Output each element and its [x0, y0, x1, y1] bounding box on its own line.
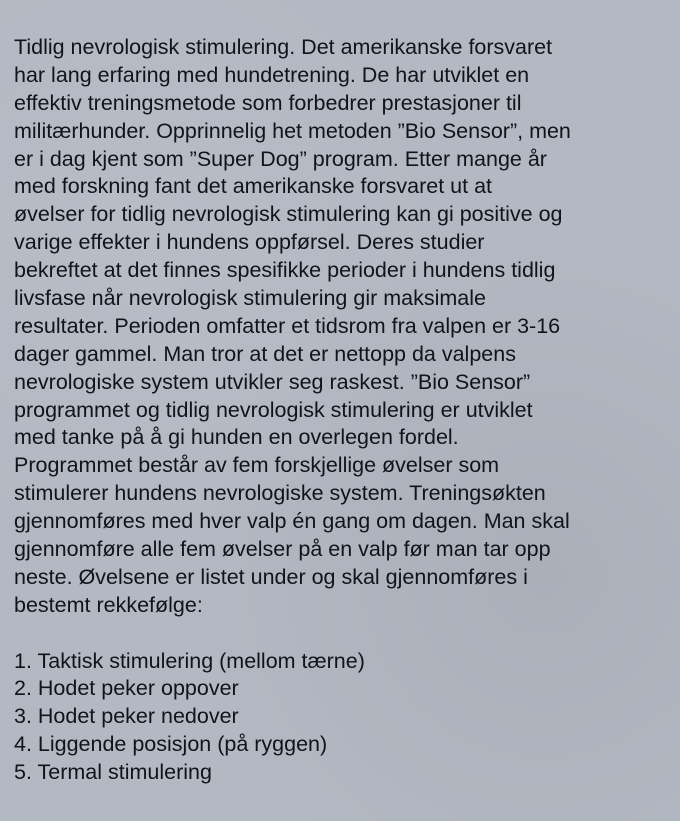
paragraph-line: dager gammel. Man tror at det er nettopp da valpens — [14, 341, 516, 366]
paragraph-line: resultater. Perioden omfatter et tidsrom fra valpen er 3-16 — [14, 313, 561, 338]
exercise-list-item: 5. Termal stimulering — [14, 760, 212, 785]
paragraph-line: Programmet består av fem forskjellige øvelser som — [14, 453, 500, 478]
paragraph-spacer — [14, 620, 666, 648]
intro-paragraph — [14, 34, 666, 620]
exercise-list-item: 3. Hodet peker nedover — [14, 704, 239, 729]
paragraph-line: er i dag kjent som ”Super Dog” program. Etter mange år — [14, 146, 547, 171]
paragraph-line: gjennomføres med hver valp én gang om dagen. Man skal — [14, 509, 570, 534]
paragraph-line: programmet og tidlig nevrologisk stimulering er utviklet — [14, 397, 533, 422]
paragraph-line: livsfase når nevrologisk stimulering gir maksimale — [14, 286, 486, 311]
paragraph-line: med forskning fant det amerikanske forsvaret ut at — [14, 174, 493, 199]
paragraph-line: militærhunder. Opprinnelig het metoden ”Bio Sensor”, men — [14, 118, 571, 143]
exercise-list-item: 1. Taktisk stimulering (mellom tærne) — [14, 648, 365, 673]
paragraph-line: har lang erfaring med hundetrening. De har utviklet en — [14, 62, 530, 87]
paragraph-line: varige effekter i hundens oppførsel. Deres studier — [14, 230, 485, 255]
paragraph-line: neste. Øvelsene er listet under og skal gjennomføres i — [14, 564, 528, 589]
paragraph-line: øvelser for tidlig nevrologisk stimulering kan gi positive og — [14, 202, 563, 227]
paragraph-line: effektiv treningsmetode som forbedrer prestasjoner til — [14, 90, 522, 115]
paragraph-line: bestemt rekkefølge: — [14, 592, 203, 617]
paragraph-line: Tidlig nevrologisk stimulering. Det amerikanske forsvaret — [14, 35, 553, 59]
paragraph-line: nevrologiske system utvikler seg raskest. ”Bio Sensor” — [14, 369, 531, 394]
paragraph-line: gjennomføre alle fem øvelser på en valp før man tar opp — [14, 537, 551, 562]
exercise-list — [14, 648, 666, 787]
paragraph-line: bekreftet at det finnes spesifikke perioder i hundens tidlig — [14, 258, 556, 283]
paragraph-line: med tanke på å gi hunden en overlegen fordel. — [14, 425, 459, 450]
exercise-list-item: 2. Hodet peker oppover — [14, 676, 239, 701]
exercise-list-item: 4. Liggende posisjon (på ryggen) — [14, 732, 328, 757]
paragraph-line: stimulerer hundens nevrologiske system. Treningsøkten — [14, 481, 546, 506]
